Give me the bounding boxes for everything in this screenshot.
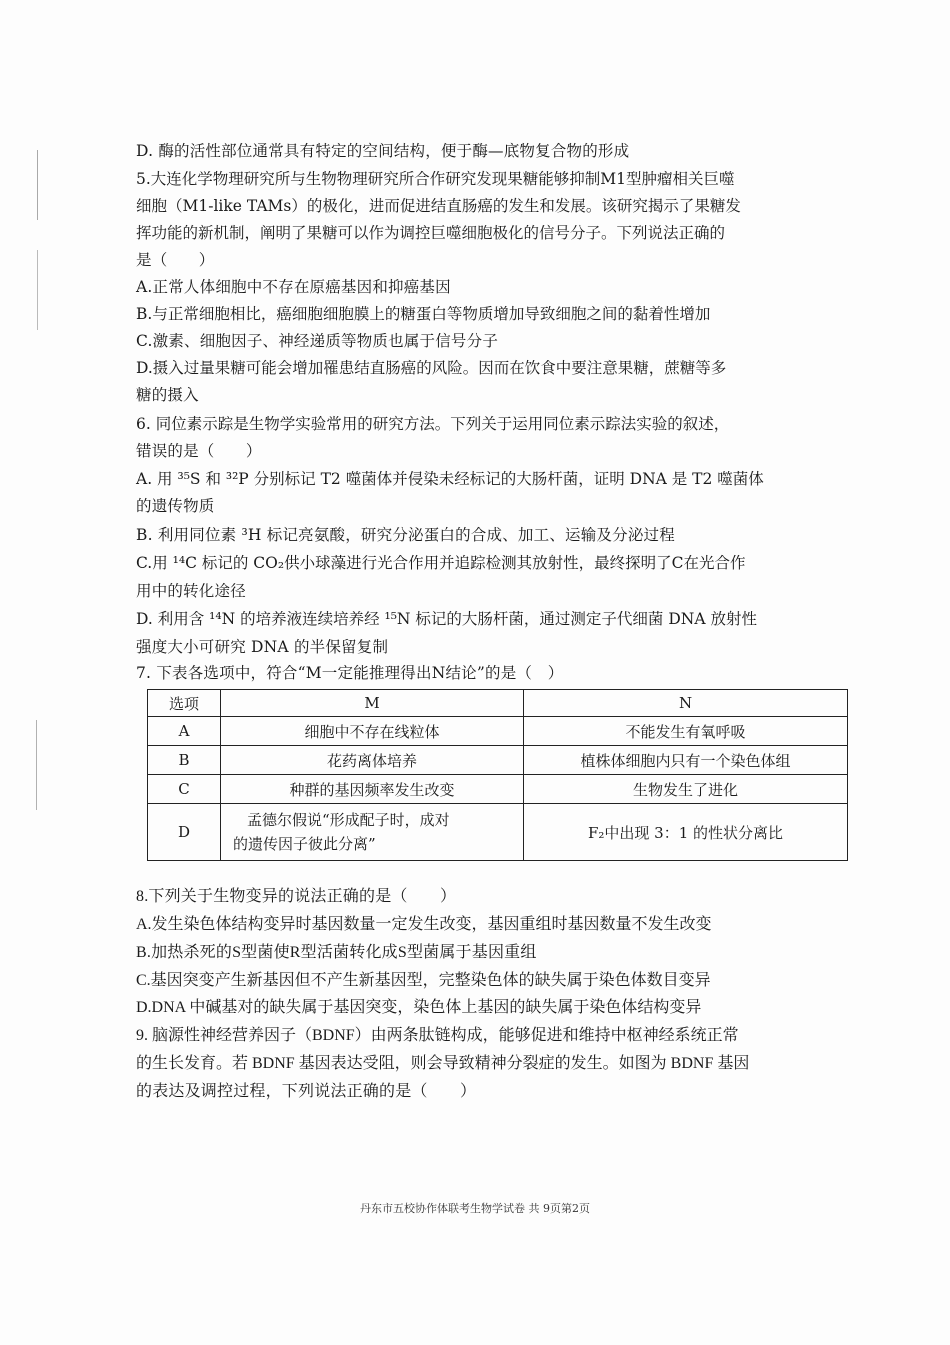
question-5-stem: 挥功能的新机制，阐明了果糖可以作为调控巨噬细胞极化的信号分子。下列说法正确的 bbox=[136, 224, 726, 242]
question-5-stem: 细胞（M1-like TAMs）的极化，进而促进结直肠癌的发生和发展。该研究揭示了果糖发 bbox=[136, 197, 741, 215]
question-7-table bbox=[147, 689, 848, 861]
table-header-cell: N bbox=[524, 690, 848, 717]
question-6-option-b: B. 利用同位素 ³H 标记亮氨酸，研究分泌蛋白的合成、加工、运输及分泌过程 bbox=[136, 526, 675, 544]
question-7-stem: 7. 下表各选项中，符合“M一定能推理得出N结论”的是（ ） bbox=[136, 664, 564, 682]
table-row bbox=[148, 804, 848, 861]
question-5-option-d: 糖的摄入 bbox=[136, 386, 199, 404]
table-cell-n: 不能发生有氧呼吸 bbox=[524, 717, 848, 746]
question-5-option-d: D.摄入过量果糖可能会增加罹患结直肠癌的风险。因而在饮食中要注意果糖，蔗糖等多 bbox=[136, 359, 727, 377]
question-8-option-b: B.加热杀死的S型菌使R型活菌转化成S型菌属于基因重组 bbox=[136, 944, 537, 961]
question-5-stem: 5.大连化学物理研究所与生物物理研究所合作研究发现果糖能够抑制M1型肿瘤相关巨噬 bbox=[136, 170, 735, 188]
table-header-row bbox=[148, 690, 848, 717]
table-cell-option: C bbox=[148, 775, 221, 804]
question-8-stem: 8.下列关于生物变异的说法正确的是（ ） bbox=[136, 888, 457, 905]
table-cell-m: 花药离体培养 bbox=[221, 746, 524, 775]
scan-margin-mark bbox=[37, 150, 38, 220]
question-8-option-d: D.DNA 中碱基对的缺失属于基因突变，染色体上基因的缺失属于染色体结构变异 bbox=[136, 999, 702, 1016]
question-9-stem: 的表达及调控过程，下列说法正确的是（ ） bbox=[136, 1083, 477, 1100]
question-9-stem: 的生长发育。若 BDNF 基因表达受阻，则会导致精神分裂症的发生。如图为 BDNF 基因 bbox=[136, 1055, 750, 1072]
table-row bbox=[148, 717, 848, 746]
question-8-option-a: A.发生染色体结构变异时基因数量一定发生改变，基因重组时基因数量不发生改变 bbox=[136, 916, 712, 933]
table-cell-m: 种群的基因频率发生改变 bbox=[221, 775, 524, 804]
table-header-cell: 选项 bbox=[148, 690, 221, 717]
table-cell-n: 植株体细胞内只有一个染色体组 bbox=[524, 746, 848, 775]
page-footer: 丹东市五校协作体联考生物学试卷 共 9页第2页 bbox=[360, 1202, 590, 1215]
question-4-option-d: D. 酶的活性部位通常具有特定的空间结构，便于酶—底物复合物的形成 bbox=[136, 142, 630, 160]
question-6-stem: 6. 同位素示踪是生物学实验常用的研究方法。下列关于运用同位素示踪法实验的叙述， bbox=[136, 415, 730, 433]
question-9-stem: 9. 脑源性神经营养因子（BDNF）由两条肽链构成，能够促进和维持中枢神经系统正常 bbox=[136, 1027, 739, 1044]
table-cell-n: F₂中出现 3：1 的性状分离比 bbox=[524, 804, 848, 861]
table-header-cell: M bbox=[221, 690, 524, 717]
question-5-stem: 是（ ） bbox=[136, 251, 215, 269]
table-cell-m-line: 的遗传因子彼此分离” bbox=[233, 835, 376, 853]
scan-margin-mark bbox=[36, 720, 37, 810]
question-6-option-c: 用中的转化途径 bbox=[136, 582, 246, 600]
question-6-option-a: A. 用 ³⁵S 和 ³²P 分别标记 T2 噬菌体并侵染未经标记的大肠杆菌，证明 DNA 是 T2 噬菌体 bbox=[136, 470, 764, 488]
question-8-option-c: C.基因突变产生新基因但不产生新基因型，完整染色体的缺失属于染色体数目变异 bbox=[136, 972, 711, 989]
table-cell-m-line: 孟德尔假说“形成配子时，成对 bbox=[247, 811, 450, 829]
table-cell-option: D bbox=[148, 804, 221, 861]
table-cell-m bbox=[221, 804, 524, 861]
question-6-option-d: 强度大小可研究 DNA 的半保留复制 bbox=[136, 638, 389, 656]
question-6-option-a: 的遗传物质 bbox=[136, 497, 215, 515]
table-cell-option: A bbox=[148, 717, 221, 746]
table-row bbox=[148, 775, 848, 804]
question-5-option-a: A.正常人体细胞中不存在原癌基因和抑癌基因 bbox=[136, 278, 451, 296]
question-6-stem: 错误的是（ ） bbox=[136, 442, 262, 460]
table-cell-m: 细胞中不存在线粒体 bbox=[221, 717, 524, 746]
table-cell-option: B bbox=[148, 746, 221, 775]
question-6-option-d: D. 利用含 ¹⁴N 的培养液连续培养经 ¹⁵N 标记的大肠杆菌，通过测定子代细菌 DNA 放射性 bbox=[136, 610, 757, 628]
question-5-option-b: B.与正常细胞相比，癌细胞细胞膜上的糖蛋白等物质增加导致细胞之间的黏着性增加 bbox=[136, 305, 711, 323]
table-row bbox=[148, 746, 848, 775]
question-6-option-c: C.用 ¹⁴C 标记的 CO₂供小球藻进行光合作用并追踪检测其放射性，最终探明了C在光合作 bbox=[136, 554, 746, 572]
question-5-option-c: C.激素、细胞因子、神经递质等物质也属于信号分子 bbox=[136, 332, 499, 350]
table-cell-n: 生物发生了进化 bbox=[524, 775, 848, 804]
scan-margin-mark bbox=[37, 250, 38, 330]
